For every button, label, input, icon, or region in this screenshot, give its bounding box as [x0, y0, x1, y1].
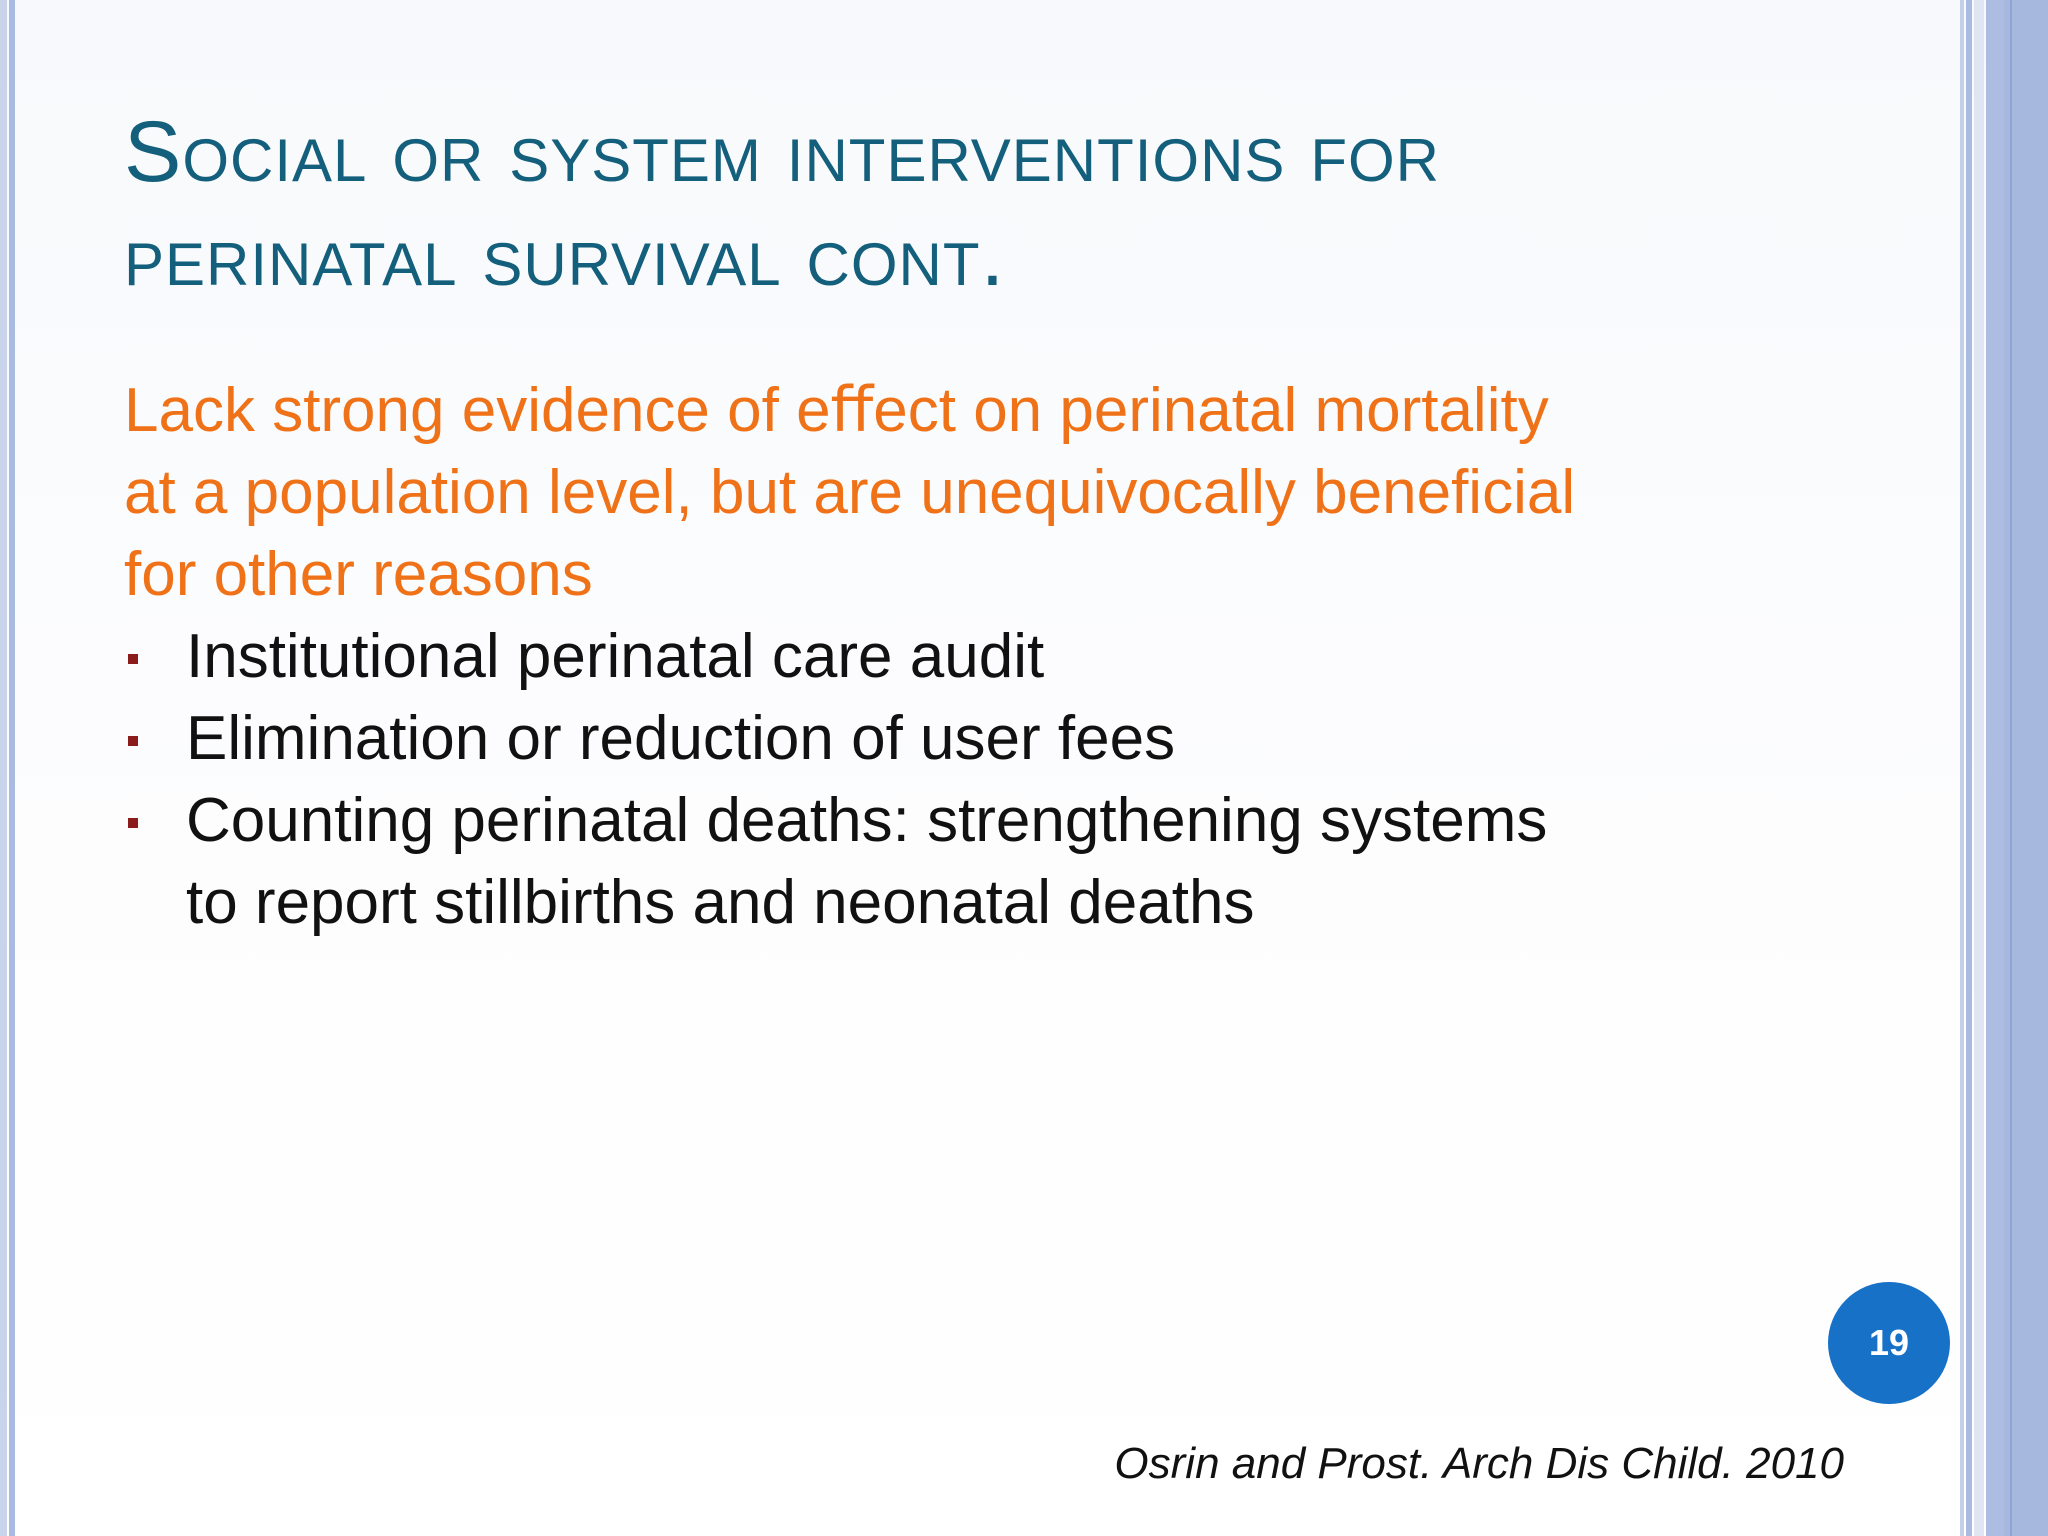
page-number: 19 — [1868, 1322, 1910, 1363]
square-bullet-icon — [128, 736, 138, 746]
list-item — [124, 780, 1606, 944]
right-border-line — [2010, 0, 2012, 1536]
list-item-text: Institutional perinatal care audit — [186, 622, 1045, 691]
lead-line-2: at a population level, but are unequivocally beneficial — [124, 458, 1576, 527]
right-border-stripe — [1974, 0, 1984, 1536]
square-bullet-icon — [128, 818, 138, 828]
list-item — [124, 616, 1764, 698]
slide-title — [124, 100, 1584, 308]
lead-statement — [124, 370, 1764, 616]
citation: Osrin and Prost. Arch Dis Child. 2010 — [1114, 1439, 1844, 1488]
slide-title-line-2: perinatal survival cont. — [124, 208, 1006, 304]
lead-line-3: for other reasons — [124, 540, 593, 609]
left-border — [0, 0, 7, 1536]
slide-title-line-1: Social or system interventions for — [124, 104, 1440, 200]
right-border-stripe — [1966, 0, 1972, 1536]
list-item-text: Counting perinatal deaths: strengthening systems to report stillbirths and neonatal deaths — [186, 786, 1548, 937]
list-item — [124, 698, 1764, 780]
lead-line-1: Lack strong evidence of eﬀect on perinatal mortality — [124, 376, 1549, 445]
right-border-stripe — [1986, 0, 2004, 1536]
right-border-stripe — [1960, 0, 1964, 1536]
left-border-inner — [9, 0, 15, 1536]
page-number-badge — [1828, 1282, 1950, 1404]
square-bullet-icon — [128, 654, 138, 664]
list-item-text: Elimination or reduction of user fees — [186, 704, 1176, 773]
intervention-list — [124, 616, 1764, 944]
